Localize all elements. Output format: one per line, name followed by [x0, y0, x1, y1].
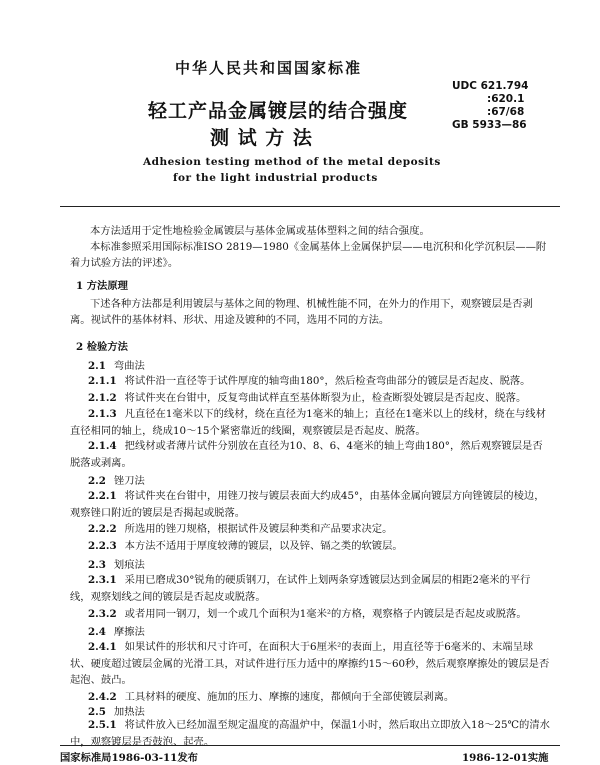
subsection-2-4	[88, 623, 145, 638]
section-1-heading: 1 方法原理	[76, 280, 128, 292]
paragraph-text: 凡直径在1毫米以下的线材，绕在直径为1毫米的轴上；直径在1毫米以上的线材，绕在与线材直径相同的轴上，绕成10～15个紧密靠近的线圈，观察镀层是否起皮、脱落。	[70, 408, 546, 437]
paragraph-2-3-1	[70, 572, 550, 605]
footer-rule	[60, 745, 560, 746]
paragraph-number: 2.3.1	[88, 574, 117, 586]
paragraph-text: 把线材或者薄片试件分别放在直径为10、8、6、4毫米的轴上弯曲180°，然后观察镀层是否脱落或剥离。	[70, 440, 543, 469]
paragraph-number: 2.4.2	[88, 691, 117, 703]
subsection-title: 摩擦法	[113, 626, 145, 638]
title-cn-line2: 测 试 方 法	[210, 127, 313, 149]
paragraph-2-1-1	[70, 373, 550, 390]
paragraph-2-2-2	[70, 521, 550, 538]
paragraph-number: 2.2.3	[88, 540, 117, 552]
paragraph-2-2-1	[70, 488, 550, 521]
subsection-2-2	[88, 472, 145, 487]
standard-label: 中华人民共和国国家标准	[175, 59, 363, 77]
paragraph-number: 2.3.2	[88, 608, 117, 620]
section-1-text: 下述各种方法都是利用镀层与基体之间的物理、机械性能不同，在外力的作用下，观察镀层是否剥离。视试件的基体材料、形状、用途及镀种的不同，选用不同的方法。	[70, 298, 533, 326]
subsection-title: 锉刀法	[113, 475, 145, 487]
paragraph-text: 如果试件的形状和尺寸许可，在面积大于6厘米²的表面上，用直径等于6毫米的、末端呈球状、硬度超过镀层金属的光滑工具，对试件进行压力适中的摩擦约15～60秒，然后观察摩擦处的镀层是否起泡、鼓凸。	[70, 641, 550, 686]
paragraph-text: 将试件夹在台钳中，反复弯曲试样直至基体断裂为止，检查断裂处镀层是否起皮、脱落。	[124, 392, 527, 404]
paragraph-2-1-4	[70, 438, 550, 471]
udc-subclass-1: :620.1	[487, 93, 525, 105]
paragraph-number: 2.2.2	[88, 523, 117, 535]
paragraph-text: 本方法不适用于厚度较薄的镀层，以及锌、镉之类的软镀层。	[124, 540, 403, 552]
intro-paragraph-2: 本标准参照采用国际标准ISO 2819—1980《金属基体上金属保护层——电沉积和化学沉积层——附着力试验方法的评述》。	[70, 241, 547, 269]
paragraph-number: 2.5.1	[88, 719, 117, 731]
paragraph-text: 采用已磨成30°锐角的硬质钢刀，在试件上划两条穿透镀层达到金属层的相距2毫米的平行线，观察划线之间的镀层是否起皮或脱落。	[70, 574, 531, 603]
udc-number: UDC 621.794	[452, 80, 529, 92]
paragraph-2-4-1	[70, 639, 550, 689]
paragraph-number: 2.1.4	[88, 440, 117, 452]
gb-number: GB 5933—86	[452, 119, 527, 131]
subsection-2-3	[88, 556, 145, 571]
intro-paragraph-1: 本方法适用于定性地检验金属镀层与基体金属或基体塑料之间的结合强度。	[90, 225, 430, 237]
paragraph-2-1-3	[70, 406, 550, 439]
subsection-number: 2.2	[88, 475, 106, 487]
subsection-title: 加热法	[113, 706, 145, 718]
subsection-2-5	[88, 703, 145, 718]
effective-date: 1986-12-01实施	[462, 752, 549, 764]
section-2-heading: 2 检验方法	[76, 341, 128, 353]
title-en-line1: Adhesion testing method of the metal deposits	[143, 156, 441, 168]
paragraph-number: 2.4.1	[88, 641, 117, 653]
title-cn-line1: 轻工产品金属镀层的结合强度	[148, 100, 409, 122]
paragraph-2-3-2	[70, 606, 550, 623]
subsection-number: 2.5	[88, 706, 106, 718]
paragraph-number: 2.1.1	[88, 375, 117, 387]
paragraph-number: 2.1.3	[88, 408, 117, 420]
paragraph-text: 将试件沿一直径等于试件厚度的轴弯曲180°，然后检查弯曲部分的镀层是否起皮、脱落。	[124, 375, 531, 387]
subsection-number: 2.1	[88, 360, 106, 372]
paragraph-text: 将试件夹在台钳中，用锉刀按与镀层表面大约成45°，由基体金属向镀层方向锉镀层的棱边，观察锉口附近的镀层是否揭起或脱落。	[70, 490, 545, 519]
paragraph-text: 或者用同一钢刀，划一个或几个面积为1毫米²的方格，观察格子内镀层是否起皮或脱落。	[124, 608, 527, 620]
subsection-number: 2.3	[88, 559, 106, 571]
paragraph-text: 工具材料的硬度、施加的压力、摩擦的速度，都倾向于全部使镀层剥离。	[124, 691, 455, 703]
paragraph-2-1-2	[70, 390, 550, 407]
header-rule	[60, 206, 560, 207]
paragraph-2-2-3	[70, 538, 550, 555]
paragraph-text: 将试件放入已经加温至规定温度的高温炉中，保温1小时，然后取出立即放入18～25℃的清水中，观察镀层是否鼓泡、起壳。	[70, 719, 550, 748]
title-en-line2: for the light industrial products	[173, 172, 378, 184]
paragraph-number: 2.1.2	[88, 392, 117, 404]
subsection-title: 弯曲法	[113, 360, 145, 372]
paragraph-number: 2.2.1	[88, 490, 117, 502]
subsection-title: 划痕法	[113, 559, 145, 571]
paragraph-text: 所选用的锉刀规格，根据试件及镀层种类和产品要求决定。	[124, 523, 393, 535]
subsection-number: 2.4	[88, 626, 106, 638]
udc-subclass-2: :67/68	[487, 106, 525, 118]
subsection-2-1	[88, 357, 145, 372]
issue-date: 国家标准局1986-03-11发布	[60, 752, 198, 764]
